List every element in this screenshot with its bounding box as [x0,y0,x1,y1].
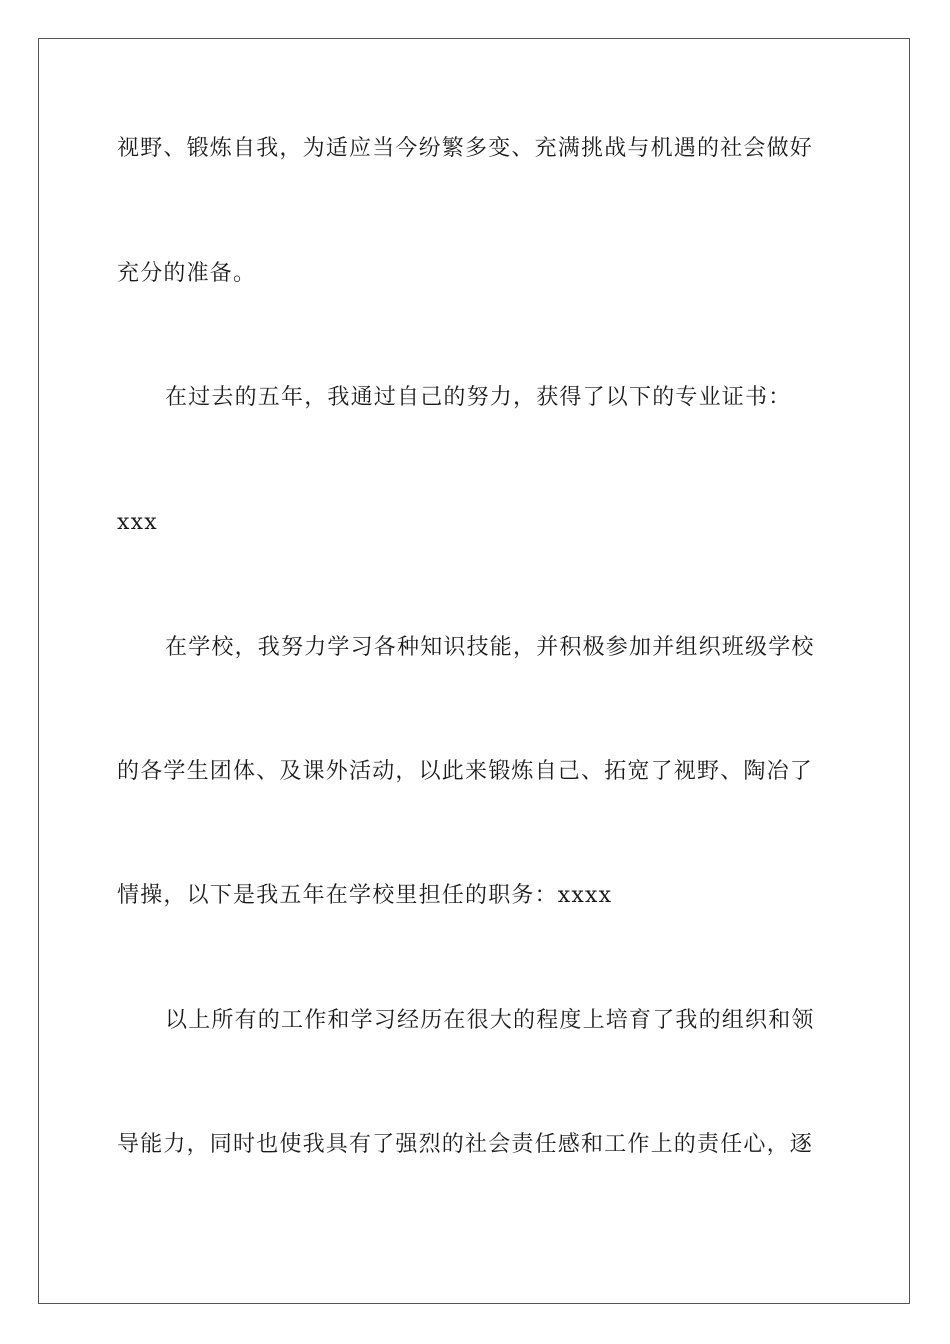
paragraph-start-line: 在过去的五年，我通过自己的努力，获得了以下的专业证书： [165,385,792,410]
text-line: xxx [117,510,158,535]
text-line: 充分的准备。 [117,261,257,286]
paragraph-start-line: 以上所有的工作和学习经历在很大的程度上培育了我的组织和领 [165,1008,815,1033]
text-line: 情操，以下是我五年在学校里担任的职务：xxxx [117,883,613,908]
paragraph-start-line: 在学校，我努力学习各种知识技能，并积极参加并组织班级学校 [165,635,815,660]
text-line: 视野、锻炼自我，为适应当今纷繁多变、充满挑战与机遇的社会做好 [117,136,814,161]
text-line: 导能力，同时也使我具有了强烈的社会责任感和工作上的责任心，逐 [117,1132,814,1157]
text-line: 的各学生团体、及课外活动，以此来锻炼自己、拓宽了视野、陶冶了 [117,759,814,784]
page-border [38,38,910,1304]
